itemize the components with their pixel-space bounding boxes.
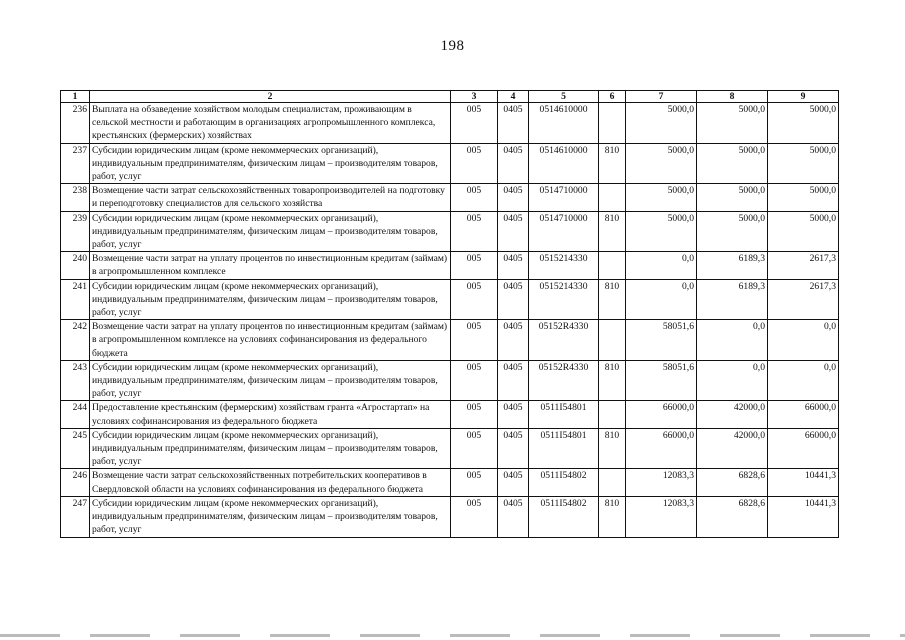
- row-expense-type: 810: [599, 143, 626, 184]
- row-amount-year-2: 5000,0: [697, 184, 768, 211]
- table-row: [61, 103, 839, 144]
- row-expense-type: 810: [599, 496, 626, 537]
- table-row: [61, 279, 839, 320]
- row-amount-year-2: 6189,3: [697, 279, 768, 320]
- row-name: Возмещение части затрат на уплату процентов по инвестиционным кредитам (займам) в агропромышленном комплексе: [90, 252, 451, 279]
- row-ministry-code: 005: [451, 428, 498, 469]
- row-amount-year-1: 5000,0: [626, 103, 697, 144]
- row-amount-year-2: 6189,3: [697, 252, 768, 279]
- table-body: [61, 103, 839, 538]
- row-number: 247: [61, 496, 90, 537]
- table-row: [61, 143, 839, 184]
- row-number: 240: [61, 252, 90, 279]
- row-amount-year-3: 5000,0: [768, 211, 839, 252]
- row-expense-type: 810: [599, 360, 626, 401]
- table-row: [61, 252, 839, 279]
- row-amount-year-3: 66000,0: [768, 428, 839, 469]
- row-expense-type: 810: [599, 211, 626, 252]
- table-row: [61, 184, 839, 211]
- row-ministry-code: 005: [451, 360, 498, 401]
- row-name: Возмещение части затрат на уплату процентов по инвестиционным кредитам (займам) в агропромышленном комплексе на условиях софинансирования из федерального бюджета: [90, 320, 451, 361]
- row-number: 241: [61, 279, 90, 320]
- row-target-article: 0511I54801: [529, 401, 599, 428]
- row-name: Субсидии юридическим лицам (кроме некоммерческих организаций), индивидуальным предпринимателям, физическим лицам – производителям товаров, работ, услуг: [90, 496, 451, 537]
- row-expense-type: [599, 401, 626, 428]
- header-cell: 8: [697, 91, 768, 103]
- row-section-code: 0405: [498, 143, 529, 184]
- row-amount-year-3: 0,0: [768, 320, 839, 361]
- row-amount-year-2: 5000,0: [697, 211, 768, 252]
- row-expense-type: [599, 252, 626, 279]
- row-section-code: 0405: [498, 252, 529, 279]
- row-ministry-code: 005: [451, 469, 498, 496]
- row-name: Субсидии юридическим лицам (кроме некоммерческих организаций), индивидуальным предпринимателям, физическим лицам – производителям товаров, работ, услуг: [90, 428, 451, 469]
- row-expense-type: [599, 469, 626, 496]
- row-amount-year-1: 5000,0: [626, 211, 697, 252]
- row-amount-year-3: 5000,0: [768, 184, 839, 211]
- row-expense-type: [599, 103, 626, 144]
- row-section-code: 0405: [498, 496, 529, 537]
- table-row: [61, 211, 839, 252]
- header-row: [61, 91, 839, 103]
- table-row: [61, 428, 839, 469]
- row-section-code: 0405: [498, 184, 529, 211]
- row-amount-year-1: 5000,0: [626, 184, 697, 211]
- row-ministry-code: 005: [451, 143, 498, 184]
- row-amount-year-1: 12083,3: [626, 469, 697, 496]
- row-name: Возмещение части затрат сельскохозяйственных товаропроизводителей на подготовку и переподготовку специалистов для сельского хозяйства: [90, 184, 451, 211]
- row-number: 239: [61, 211, 90, 252]
- row-amount-year-1: 66000,0: [626, 401, 697, 428]
- row-section-code: 0405: [498, 428, 529, 469]
- table-row: [61, 469, 839, 496]
- row-section-code: 0405: [498, 360, 529, 401]
- row-expense-type: 810: [599, 279, 626, 320]
- row-ministry-code: 005: [451, 252, 498, 279]
- row-target-article: 0515214330: [529, 252, 599, 279]
- row-name: Предоставление крестьянским (фермерским) хозяйствам гранта «Агростартап» на условиях софинансирования из федерального бюджета: [90, 401, 451, 428]
- row-number: 237: [61, 143, 90, 184]
- row-target-article: 05152R4330: [529, 360, 599, 401]
- row-section-code: 0405: [498, 103, 529, 144]
- header-cell: 3: [451, 91, 498, 103]
- row-amount-year-1: 58051,6: [626, 360, 697, 401]
- header-cell: 1: [61, 91, 90, 103]
- row-name: Субсидии юридическим лицам (кроме некоммерческих организаций), индивидуальным предпринимателям, физическим лицам – производителям товаров, работ, услуг: [90, 143, 451, 184]
- row-amount-year-3: 0,0: [768, 360, 839, 401]
- row-target-article: 0511I54802: [529, 469, 599, 496]
- row-section-code: 0405: [498, 211, 529, 252]
- row-number: 245: [61, 428, 90, 469]
- header-cell: 4: [498, 91, 529, 103]
- row-number: 244: [61, 401, 90, 428]
- row-target-article: 0511I54801: [529, 428, 599, 469]
- row-name: Субсидии юридическим лицам (кроме некоммерческих организаций), индивидуальным предпринимателям, физическим лицам – производителям товаров, работ, услуг: [90, 360, 451, 401]
- header-cell: 7: [626, 91, 697, 103]
- row-amount-year-1: 5000,0: [626, 143, 697, 184]
- row-ministry-code: 005: [451, 211, 498, 252]
- row-name: Возмещение части затрат сельскохозяйственных потребительских кооперативов в Свердловской области на условиях софинансирования из федерального бюджета: [90, 469, 451, 496]
- row-amount-year-1: 0,0: [626, 252, 697, 279]
- row-amount-year-3: 10441,3: [768, 469, 839, 496]
- row-amount-year-3: 66000,0: [768, 401, 839, 428]
- header-cell: 2: [90, 91, 451, 103]
- row-amount-year-3: 10441,3: [768, 496, 839, 537]
- row-target-article: 0514610000: [529, 103, 599, 144]
- page-number: 198: [440, 38, 465, 54]
- row-amount-year-1: 66000,0: [626, 428, 697, 469]
- row-section-code: 0405: [498, 469, 529, 496]
- table-row: [61, 320, 839, 361]
- row-amount-year-1: 12083,3: [626, 496, 697, 537]
- row-section-code: 0405: [498, 401, 529, 428]
- row-ministry-code: 005: [451, 279, 498, 320]
- scan-edge: [0, 634, 905, 637]
- row-number: 238: [61, 184, 90, 211]
- header-cell: 5: [529, 91, 599, 103]
- row-number: 242: [61, 320, 90, 361]
- row-target-article: 05152R4330: [529, 320, 599, 361]
- table-row: [61, 496, 839, 537]
- row-target-article: 0514710000: [529, 211, 599, 252]
- row-ministry-code: 005: [451, 103, 498, 144]
- row-amount-year-2: 42000,0: [697, 428, 768, 469]
- row-target-article: 0515214330: [529, 279, 599, 320]
- row-expense-type: [599, 320, 626, 361]
- row-name: Выплата на обзаведение хозяйством молодым специалистам, проживающим в сельской местности и работающим в организациях агропромышленного комплекса, крестьянских (фермерских) хозяйствах: [90, 103, 451, 144]
- row-name: Субсидии юридическим лицам (кроме некоммерческих организаций), индивидуальным предпринимателям, физическим лицам – производителям товаров, работ, услуг: [90, 279, 451, 320]
- row-number: 243: [61, 360, 90, 401]
- row-ministry-code: 005: [451, 184, 498, 211]
- header-cell: 6: [599, 91, 626, 103]
- row-section-code: 0405: [498, 320, 529, 361]
- row-amount-year-2: 42000,0: [697, 401, 768, 428]
- budget-table: [60, 90, 839, 538]
- row-amount-year-2: 6828,6: [697, 469, 768, 496]
- row-amount-year-2: 5000,0: [697, 103, 768, 144]
- row-amount-year-1: 58051,6: [626, 320, 697, 361]
- row-number: 236: [61, 103, 90, 144]
- row-ministry-code: 005: [451, 496, 498, 537]
- row-amount-year-2: 0,0: [697, 360, 768, 401]
- row-target-article: 0514610000: [529, 143, 599, 184]
- row-amount-year-3: 2617,3: [768, 252, 839, 279]
- row-amount-year-2: 6828,6: [697, 496, 768, 537]
- row-amount-year-2: 5000,0: [697, 143, 768, 184]
- row-section-code: 0405: [498, 279, 529, 320]
- table-row: [61, 401, 839, 428]
- row-expense-type: 810: [599, 428, 626, 469]
- row-target-article: 0514710000: [529, 184, 599, 211]
- row-number: 246: [61, 469, 90, 496]
- row-amount-year-1: 0,0: [626, 279, 697, 320]
- table-row: [61, 360, 839, 401]
- row-target-article: 0511I54802: [529, 496, 599, 537]
- row-amount-year-2: 0,0: [697, 320, 768, 361]
- row-expense-type: [599, 184, 626, 211]
- row-amount-year-3: 5000,0: [768, 143, 839, 184]
- row-amount-year-3: 2617,3: [768, 279, 839, 320]
- row-amount-year-3: 5000,0: [768, 103, 839, 144]
- row-ministry-code: 005: [451, 320, 498, 361]
- row-ministry-code: 005: [451, 401, 498, 428]
- row-name: Субсидии юридическим лицам (кроме некоммерческих организаций), индивидуальным предпринимателям, физическим лицам – производителям товаров, работ, услуг: [90, 211, 451, 252]
- header-cell: 9: [768, 91, 839, 103]
